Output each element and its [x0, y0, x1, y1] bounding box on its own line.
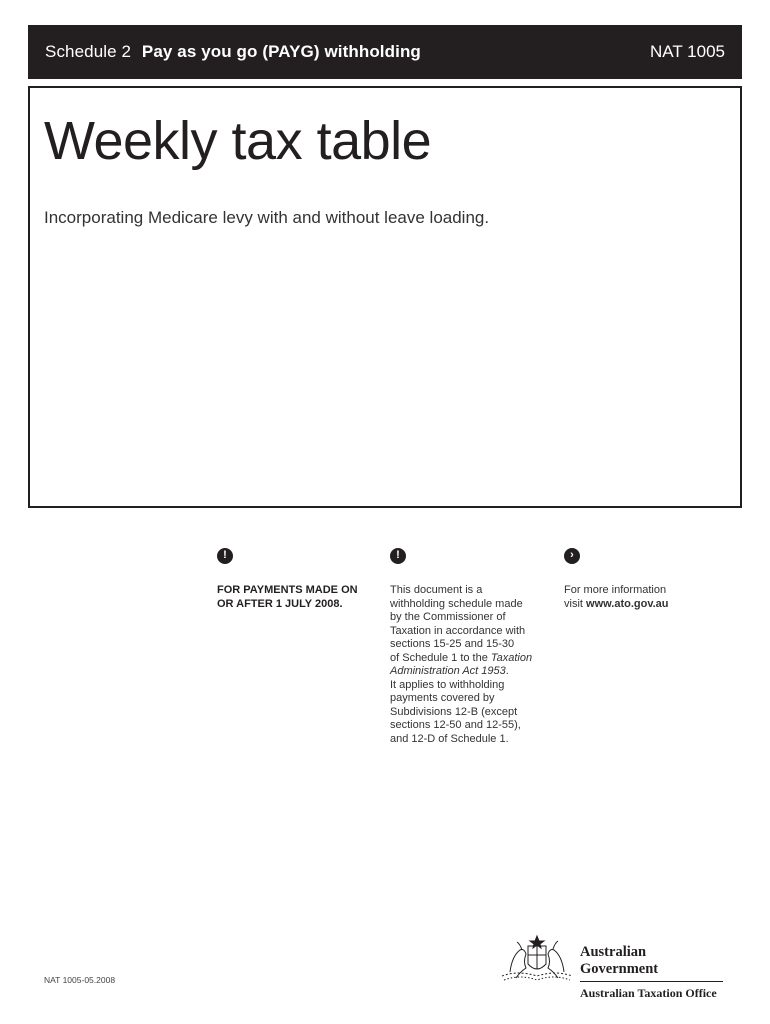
government-logo — [580, 944, 723, 1001]
legal-line: sections 15-25 and 15-30 — [390, 638, 515, 650]
ato-website-link[interactable]: www.ato.gov.au — [586, 597, 669, 610]
legal-line: This document is a — [390, 584, 483, 596]
ato-label: Australian Taxation Office — [580, 986, 717, 1000]
more-info-url-line — [564, 598, 724, 612]
exclamation-icon: ! — [390, 548, 406, 564]
legal-line: It applies to withholding — [390, 678, 505, 691]
header-title: Pay as you go (PAYG) withholding — [141, 42, 421, 61]
legal-line-text: of Schedule 1 to the — [390, 651, 488, 664]
coat-of-arms-icon — [498, 932, 576, 984]
visit-label: visit — [564, 597, 583, 610]
australian-government-label: Australian Government — [580, 944, 723, 982]
header-title-group — [45, 42, 421, 62]
more-info — [564, 548, 724, 611]
legal-line-with-italic — [390, 652, 550, 666]
payments-notice — [217, 548, 382, 611]
legal-line: payments covered by — [390, 692, 495, 704]
legal-notice — [390, 548, 550, 746]
legal-line: Subdivisions 12-B (except — [390, 705, 518, 718]
act-name-part2: Administration Act 1953 — [390, 665, 506, 677]
notice-line-2: OR AFTER 1 JULY 2008. — [217, 597, 343, 610]
arrow-right-icon: › — [564, 548, 580, 564]
more-info-line: For more information — [564, 584, 667, 596]
header-bar — [28, 25, 742, 79]
legal-line-italic: Administration Act 1953. — [390, 665, 509, 677]
page-title: Weekly tax table — [44, 111, 432, 171]
exclamation-icon: ! — [217, 548, 233, 564]
document-code: NAT 1005 — [650, 42, 725, 61]
legal-line: Taxation in accordance with — [390, 624, 526, 637]
notice-line-1: FOR PAYMENTS MADE ON — [217, 584, 358, 596]
legal-line: and 12-D of Schedule 1. — [390, 732, 509, 745]
footer-document-code: NAT 1005-05.2008 — [44, 975, 116, 985]
page-subtitle: Incorporating Medicare levy with and without leave loading. — [44, 208, 490, 227]
legal-line: by the Commissioner of — [390, 611, 506, 623]
act-name-part1: Taxation — [490, 651, 533, 664]
legal-line: sections 12-50 and 12-55), — [390, 719, 521, 731]
legal-line: withholding schedule made — [390, 597, 523, 610]
schedule-label: Schedule 2 — [45, 42, 132, 61]
